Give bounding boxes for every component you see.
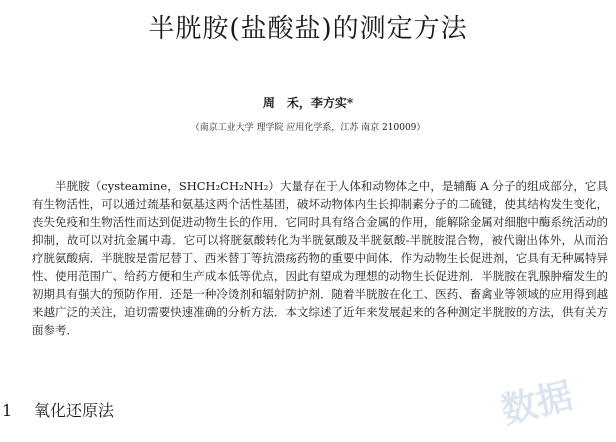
section-heading [2, 398, 114, 421]
watermark-text: 数据 [497, 375, 577, 433]
affiliation-line: （南京工业大学 理学院 应用化学系，江苏 南京 210009） [190, 123, 426, 133]
section-number: 1 [2, 401, 13, 420]
intro-paragraph: 半胱胺（cysteamine，SHCH₂CH₂NH₂）大量存在于人体和动物体之中，是辅酶 A 分子的组成部分，它具有生物活性，可以通过巯基和氨基这两个活性基团，破坏动物体内生长抑制素分子的二硫键，使其结构发生变化，丧失免疫和生物活性而达到促进动物生长的作用．它同时具有络合金属的作用，能解除金属对细胞中酶系统活动的抑制，故可以对抗金属中毒．它可以将胱氨酸转化为半胱氨酸及半胱氨酸-半胱胺混合物，被代谢出体外，从而治疗胱氨酸病．半胱胺是雷尼替丁、西米替丁等抗溃疡药物的重要中间体．作为动物生长促进剂，它具有无种属特异性、使用范围广、给药方便和生产成本低等优点，因此有望成为理想的动物生长促进剂．半胱胺在乳腺肿瘤发生的初期具有强大的预防作用．还是一种冷烫剂和辐射防护剂．随着半胱胺在化工、医药、畜禽业等领域的应用得到越来越广泛的关注，迫切需要快速准确的分析方法．本文综述了近年来发展起来的各种测定半胱胺的方法，供有关方面参考． [32, 179, 608, 337]
watermark-logo [485, 354, 616, 441]
paper-title: 半胱胺(盐酸盐)的测定方法 [148, 14, 468, 44]
author-line: 周 禾，李方实* [262, 96, 354, 110]
section-title: 氧化还原法 [34, 401, 115, 420]
